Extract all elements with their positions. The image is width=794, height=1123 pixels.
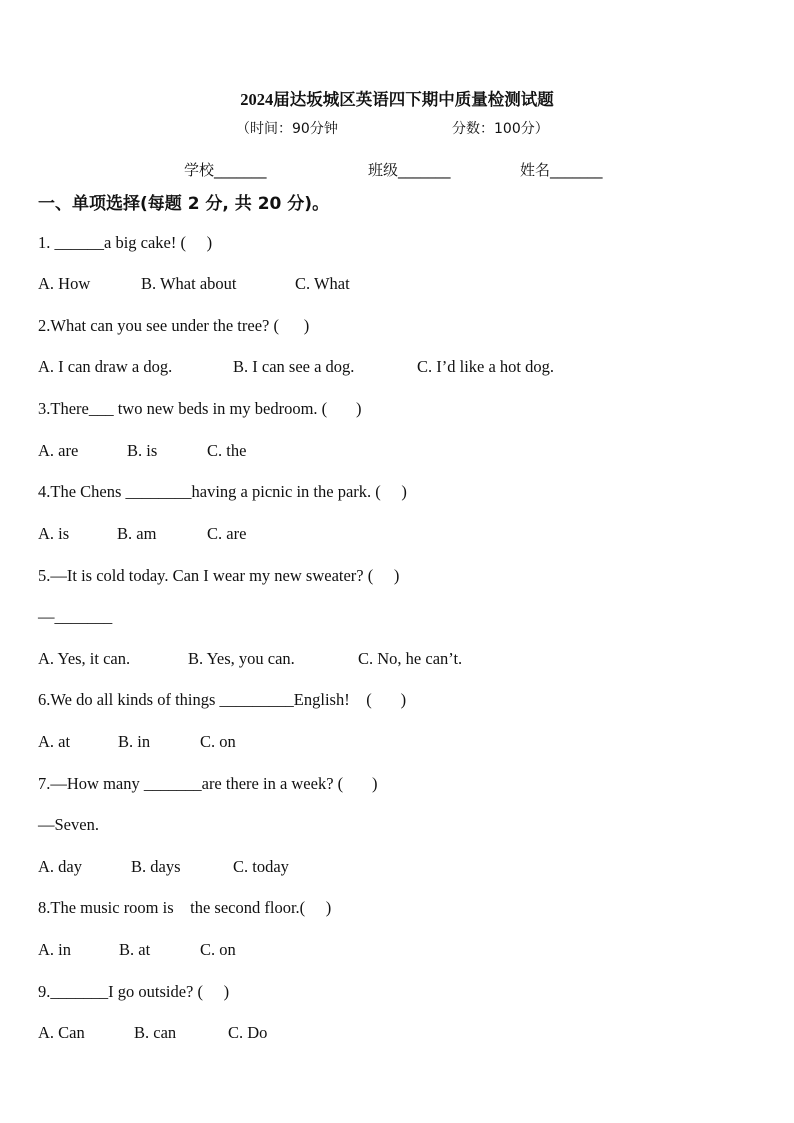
question-6: 6.We do all kinds of things _________English! ( ): [38, 690, 407, 709]
question-7: 7.—How many _______are there in a week? ( ): [38, 774, 378, 793]
option-c: C. today: [233, 857, 289, 876]
school-field: 学校_______: [184, 161, 267, 179]
option-a: A. day: [38, 857, 82, 876]
question-5: 5.—It is cold today. Can I wear my new sweater? ( ): [38, 566, 400, 585]
option-a: A. in: [38, 940, 71, 959]
exam-score: 分数：100分）: [452, 121, 549, 137]
question-7-answer-line: —Seven.: [38, 815, 99, 834]
option-b: B. What about: [141, 274, 237, 293]
question-9: 9._______I go outside? ( ): [38, 982, 230, 1001]
question-2: 2.What can you see under the tree? ( ): [38, 316, 310, 335]
option-c: C. are: [207, 524, 247, 543]
option-b: B. I can see a dog.: [233, 357, 355, 376]
option-c: C. No, he can’t.: [358, 649, 463, 668]
option-b: B. days: [131, 857, 181, 876]
option-a: A. How: [38, 274, 91, 293]
exam-time: （时间：90分钟: [236, 121, 338, 137]
option-c: C. on: [200, 940, 236, 959]
exam-title: 2024届达坂城区英语四下期中质量检测试题: [240, 90, 554, 109]
option-b: B. am: [117, 524, 157, 543]
section-heading: 一、单项选择(每题 2 分, 共 20 分)。: [38, 194, 330, 214]
question-4: 4.The Chens ________having a picnic in the park. ( ): [38, 482, 407, 501]
option-b: B. at: [119, 940, 151, 959]
option-b: B. Yes, you can.: [188, 649, 295, 668]
question-5-answer-line: —_______: [38, 607, 113, 626]
class-field: 班级_______: [368, 161, 451, 179]
name-field: 姓名_______: [520, 161, 603, 179]
option-c: C. the: [207, 441, 247, 460]
option-a: A. at: [38, 732, 71, 751]
option-b: B. in: [118, 732, 151, 751]
option-a: A. is: [38, 524, 70, 543]
question-3: 3.There___ two new beds in my bedroom. ( ): [38, 399, 362, 418]
option-b: B. is: [127, 441, 158, 460]
option-c: C. What: [295, 274, 350, 293]
option-c: C. I’d like a hot dog.: [417, 357, 555, 376]
option-a: A. are: [38, 441, 79, 460]
option-a: A. Can: [38, 1023, 85, 1042]
question-8: 8.The music room is the second floor.( ): [38, 898, 332, 917]
option-a: A. Yes, it can.: [38, 649, 131, 668]
option-c: C. on: [200, 732, 236, 751]
option-b: B. can: [134, 1023, 177, 1042]
option-a: A. I can draw a dog.: [38, 357, 173, 376]
question-1: 1. ______a big cake! ( ): [38, 233, 213, 252]
option-c: C. Do: [228, 1023, 268, 1042]
